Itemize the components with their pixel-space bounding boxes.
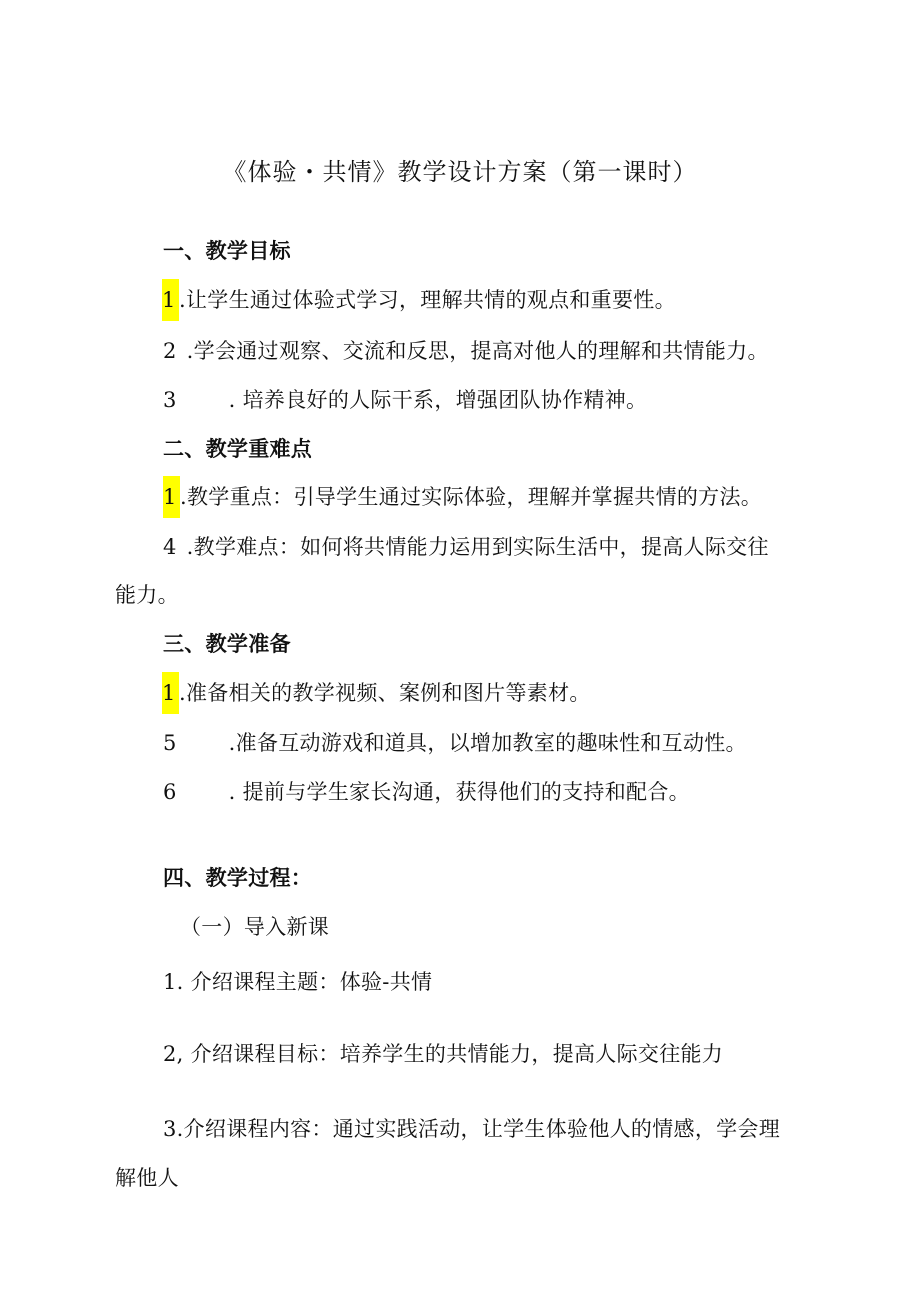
list-item-number: 5 — [163, 731, 177, 755]
highlight-marker: 1 — [163, 476, 180, 518]
list-item-text: .学会通过观察、交流和反思，提高对他人的理解和共情能力。 — [186, 339, 769, 363]
list-item-continuation: 解他人 — [115, 1166, 179, 1190]
list-item-number: 3 — [163, 388, 177, 412]
list-item-number: 2 — [163, 339, 177, 363]
list-item — [163, 777, 690, 807]
highlight-marker: 1 — [162, 279, 179, 321]
list-item — [163, 728, 747, 758]
list-item: 1. 介绍课程主题：体验-共情 — [163, 970, 433, 994]
list-item: 2, 介绍课程目标：培养学生的共情能力，提高人际交往能力 — [163, 1042, 724, 1066]
list-item-number: 4 — [163, 535, 177, 559]
highlight-marker: 1 — [162, 672, 179, 714]
list-item-text: .教学重点：引导学生通过实际体验，理解并掌握共情的方法。 — [180, 485, 763, 509]
list-item-number: 6 — [163, 780, 177, 804]
section-heading-objectives: 一、教学目标 — [163, 239, 291, 263]
list-item — [163, 482, 762, 512]
list-item — [163, 336, 769, 366]
section-heading-preparation: 三、教学准备 — [163, 632, 291, 656]
list-item-text: . 提前与学生家长沟通，获得他们的支持和配合。 — [228, 780, 690, 804]
list-item-text: .教学难点：如何将共情能力运用到实际生活中，提高人际交往 — [186, 535, 769, 559]
section-heading-key-points: 二、教学重难点 — [163, 437, 313, 461]
list-item-text: .准备互动游戏和道具，以增加教室的趣味性和互动性。 — [228, 731, 747, 755]
list-item — [162, 285, 676, 315]
subsection-heading: （一）导入新课 — [180, 915, 330, 939]
list-item-text: .准备相关的教学视频、案例和图片等素材。 — [179, 681, 591, 705]
document-title: 《体验・共情》教学设计方案（第一课时） — [222, 158, 698, 186]
list-item — [163, 385, 647, 415]
list-item — [163, 532, 769, 562]
list-item-text: . 培养良好的人际干系，增强团队协作精神。 — [228, 388, 648, 412]
list-item: 3.介绍课程内容：通过实践活动，让学生体验他人的情感，学会理 — [163, 1117, 781, 1141]
list-item-continuation: 能力。 — [115, 583, 179, 607]
section-heading-process: 四、教学过程： — [163, 866, 313, 890]
list-item-text: .让学生通过体验式学习，理解共情的观点和重要性。 — [179, 288, 676, 312]
list-item — [162, 678, 591, 708]
